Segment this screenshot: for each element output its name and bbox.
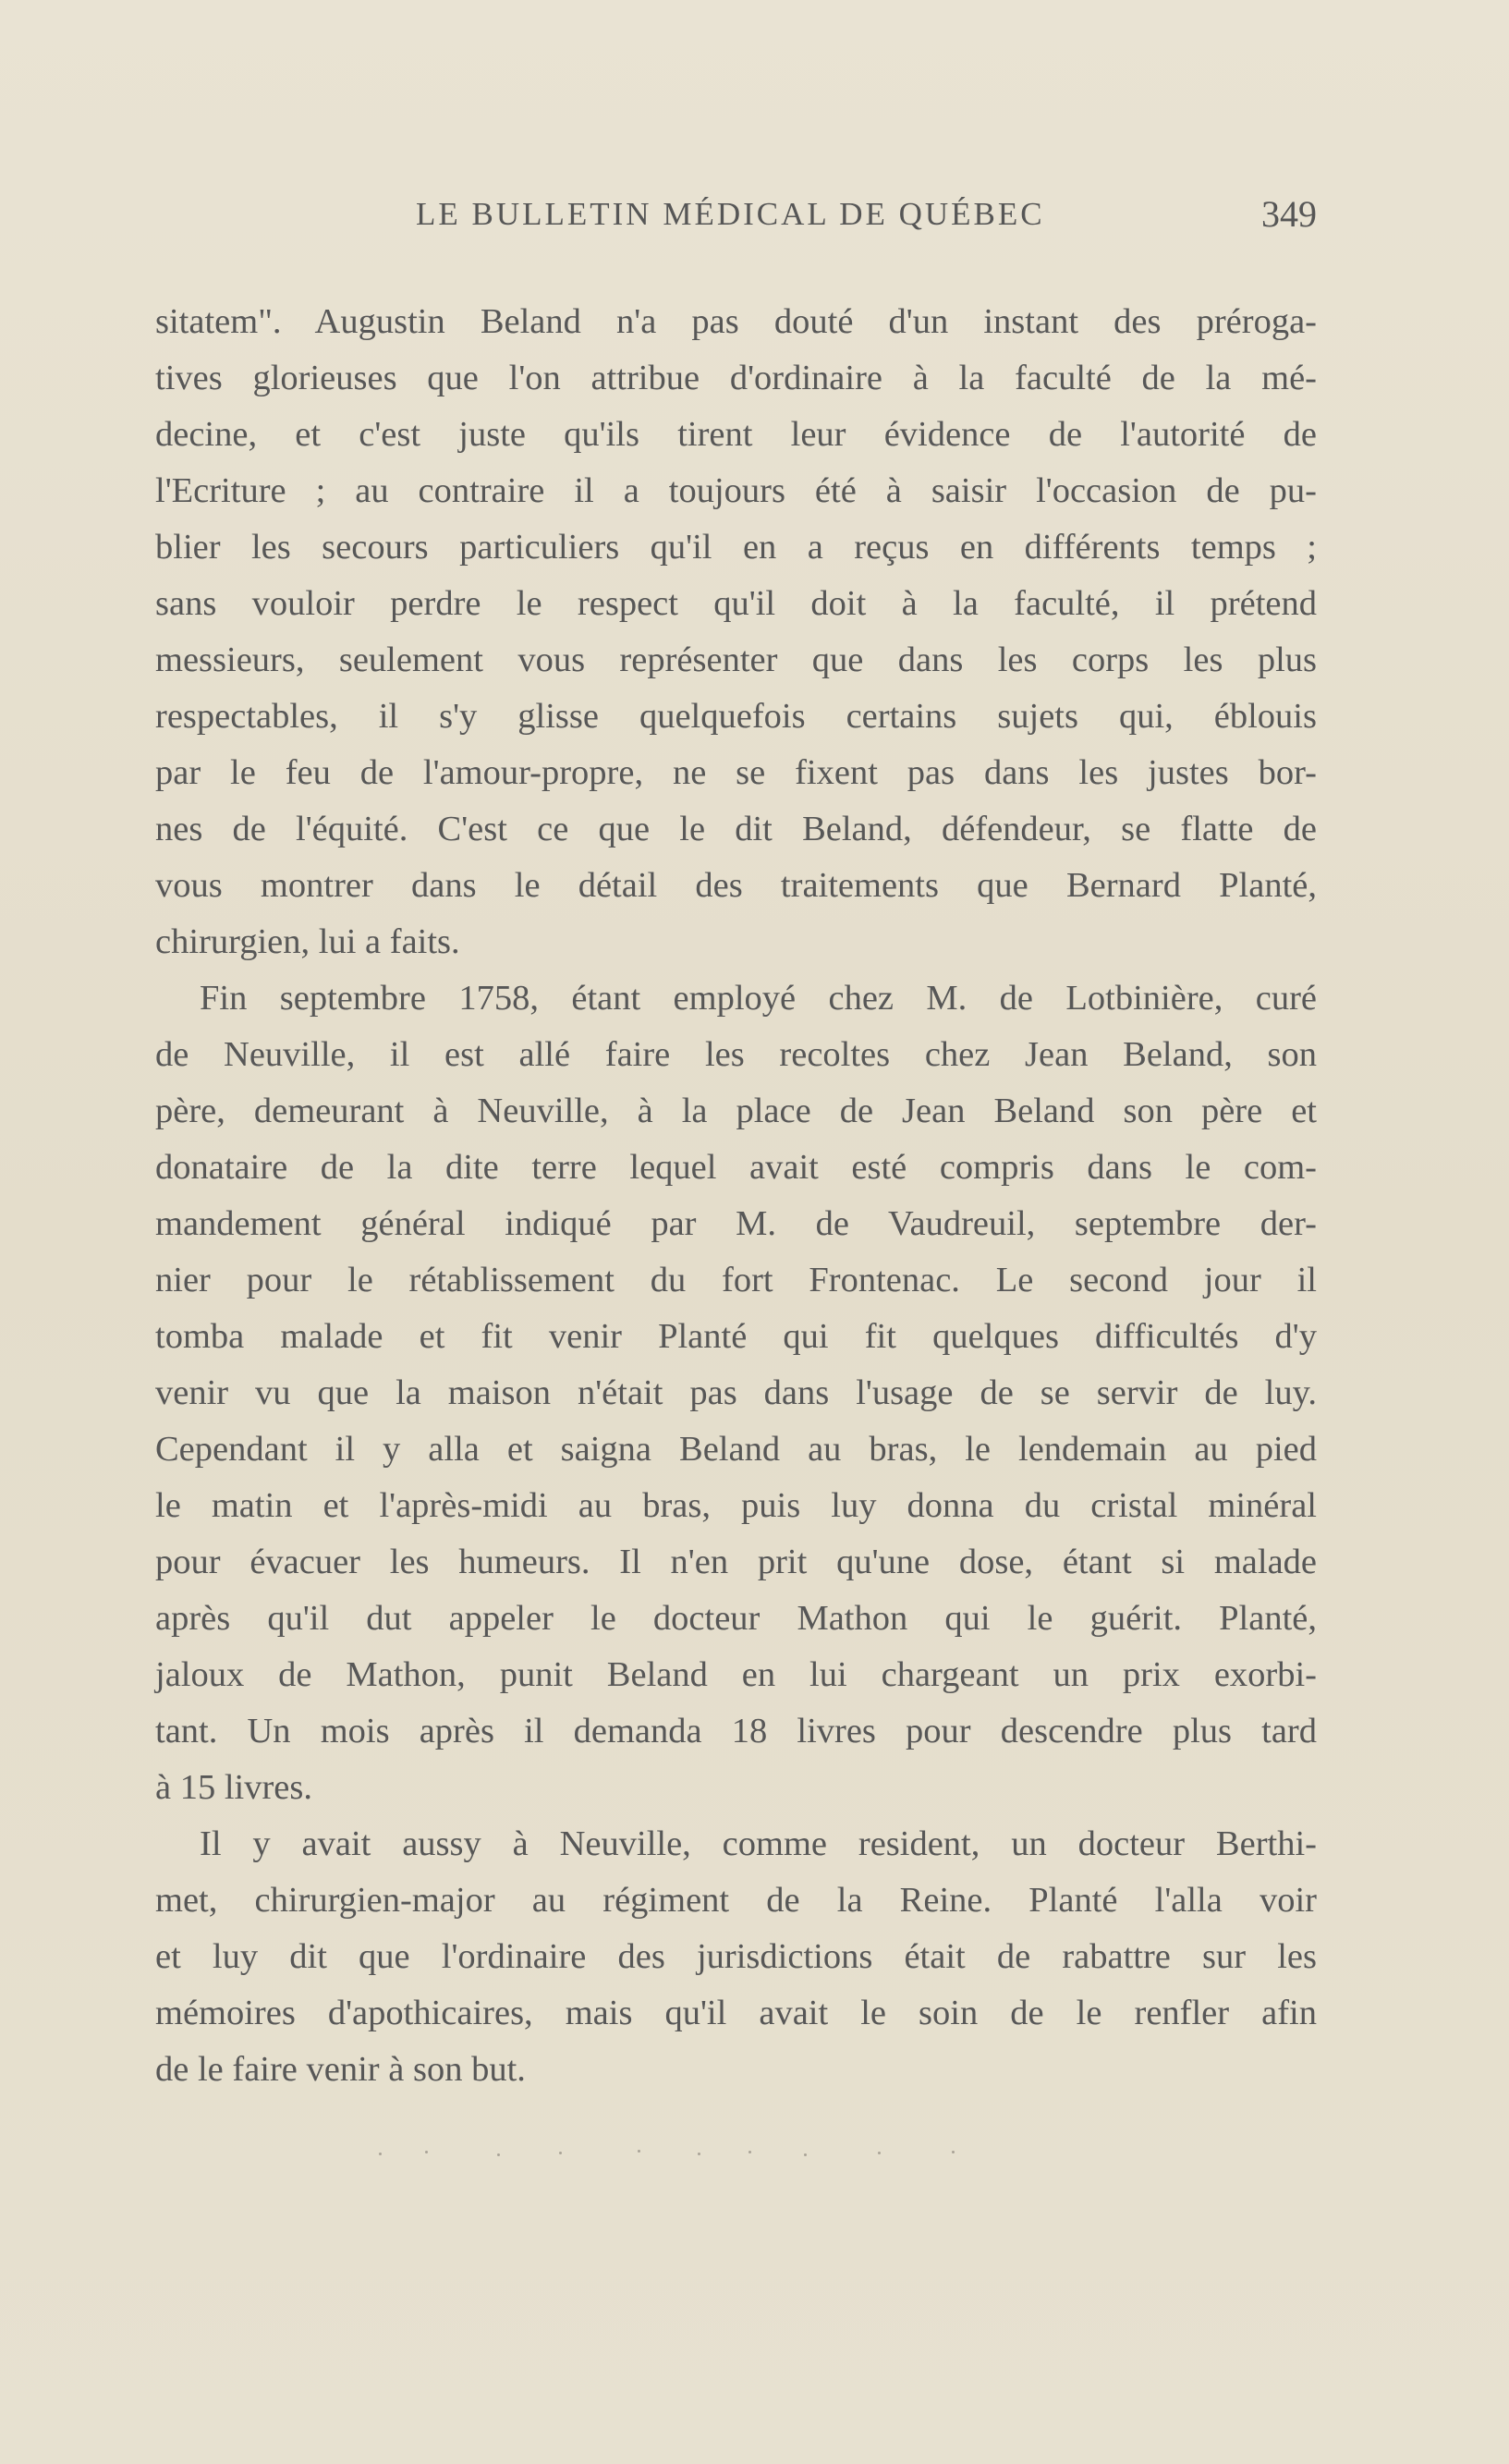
text-line: vous montrer dans le détail des traitements que Bernard Planté, — [155, 866, 1317, 905]
text-line: tives glorieuses que l'on attribue d'ordinaire à la faculté de la mé- — [155, 359, 1317, 397]
text-line: Il y avait aussy à Neuville, comme resident, un docteur Berthi- — [200, 1824, 1317, 1863]
speck — [952, 2151, 955, 2153]
text-line: à 15 livres. — [155, 1768, 312, 1807]
text-line: jaloux de Mathon, punit Beland en lui chargeant un prix exorbi- — [155, 1655, 1317, 1694]
print-specks — [360, 2149, 1007, 2158]
text-line: met, chirurgien-major au régiment de la Reine. Planté l'alla voir — [155, 1881, 1317, 1920]
text-line: sans vouloir perdre le respect qu'il doit à la faculté, il prétend — [155, 584, 1317, 623]
text-line: après qu'il dut appeler le docteur Mathon qui le guérit. Planté, — [155, 1599, 1317, 1638]
text-line: donataire de la dite terre lequel avait esté compris dans le com- — [155, 1148, 1317, 1187]
text-line: père, demeurant à Neuville, à la place de Jean Beland son père et — [155, 1092, 1317, 1130]
text-line: nes de l'équité. C'est ce que le dit Beland, défendeur, se flatte de — [155, 810, 1317, 848]
page-header — [155, 192, 1317, 244]
text-line: de le faire venir à son but. — [155, 2050, 526, 2089]
speck — [425, 2151, 428, 2153]
text-line: blier les secours particuliers qu'il en a reçus en différents temps ; — [155, 528, 1317, 567]
text-line: par le feu de l'amour-propre, ne se fixent pas dans les justes bor- — [155, 753, 1317, 792]
page-number: 349 — [1261, 193, 1317, 235]
speck — [748, 2151, 751, 2153]
paragraph — [155, 970, 1317, 1816]
speck — [804, 2153, 807, 2156]
text-line: et luy dit que l'ordinaire des jurisdictions était de rabattre sur les — [155, 1937, 1317, 1976]
speck — [497, 2153, 500, 2156]
text-line: tant. Un mois après il demanda 18 livres pour descendre plus tard — [155, 1712, 1317, 1750]
running-head: LE BULLETIN MÉDICAL DE QUÉBEC — [416, 196, 1045, 232]
speck — [379, 2153, 382, 2155]
text-line: decine, et c'est juste qu'ils tirent leur évidence de l'autorité de — [155, 415, 1317, 454]
paragraph — [155, 294, 1317, 970]
text-line: Cependant il y alla et saigna Beland au bras, le lendemain au pied — [155, 1430, 1317, 1469]
text-line: l'Ecriture ; au contraire il a toujours été à saisir l'occasion de pu- — [155, 471, 1317, 510]
text-line: respectables, il s'y glisse quelquefois certains sujets qui, éblouis — [155, 697, 1317, 736]
text-line: tomba malade et fit venir Planté qui fit quelques difficultés d'y — [155, 1317, 1317, 1356]
text-line: nier pour le rétablissement du fort Frontenac. Le second jour il — [155, 1261, 1317, 1299]
text-line: messieurs, seulement vous représenter que dans les corps les plus — [155, 640, 1317, 679]
speck — [559, 2152, 562, 2154]
text-line: mandement général indiqué par M. de Vaudreuil, septembre der- — [155, 1204, 1317, 1243]
text-line: pour évacuer les humeurs. Il n'en prit qu'une dose, étant si malade — [155, 1543, 1317, 1581]
body-text — [155, 294, 1317, 2098]
text-line: de Neuville, il est allé faire les recoltes chez Jean Beland, son — [155, 1035, 1317, 1074]
speck — [638, 2150, 640, 2153]
text-line: chirurgien, lui a faits. — [155, 922, 460, 961]
text-line: le matin et l'après-midi au bras, puis luy donna du cristal minéral — [155, 1486, 1317, 1525]
speck — [698, 2153, 700, 2155]
text-line: Fin septembre 1758, étant employé chez M. de Lotbinière, curé — [200, 979, 1317, 1018]
text-line: sitatem". Augustin Beland n'a pas douté d'un instant des préroga- — [155, 302, 1317, 341]
text-line: mémoires d'apothicaires, mais qu'il avait le soin de le renfler afin — [155, 1994, 1317, 2032]
paragraph — [155, 1816, 1317, 2098]
text-line: venir vu que la maison n'était pas dans l'usage de se servir de luy. — [155, 1373, 1317, 1412]
speck — [878, 2152, 881, 2154]
